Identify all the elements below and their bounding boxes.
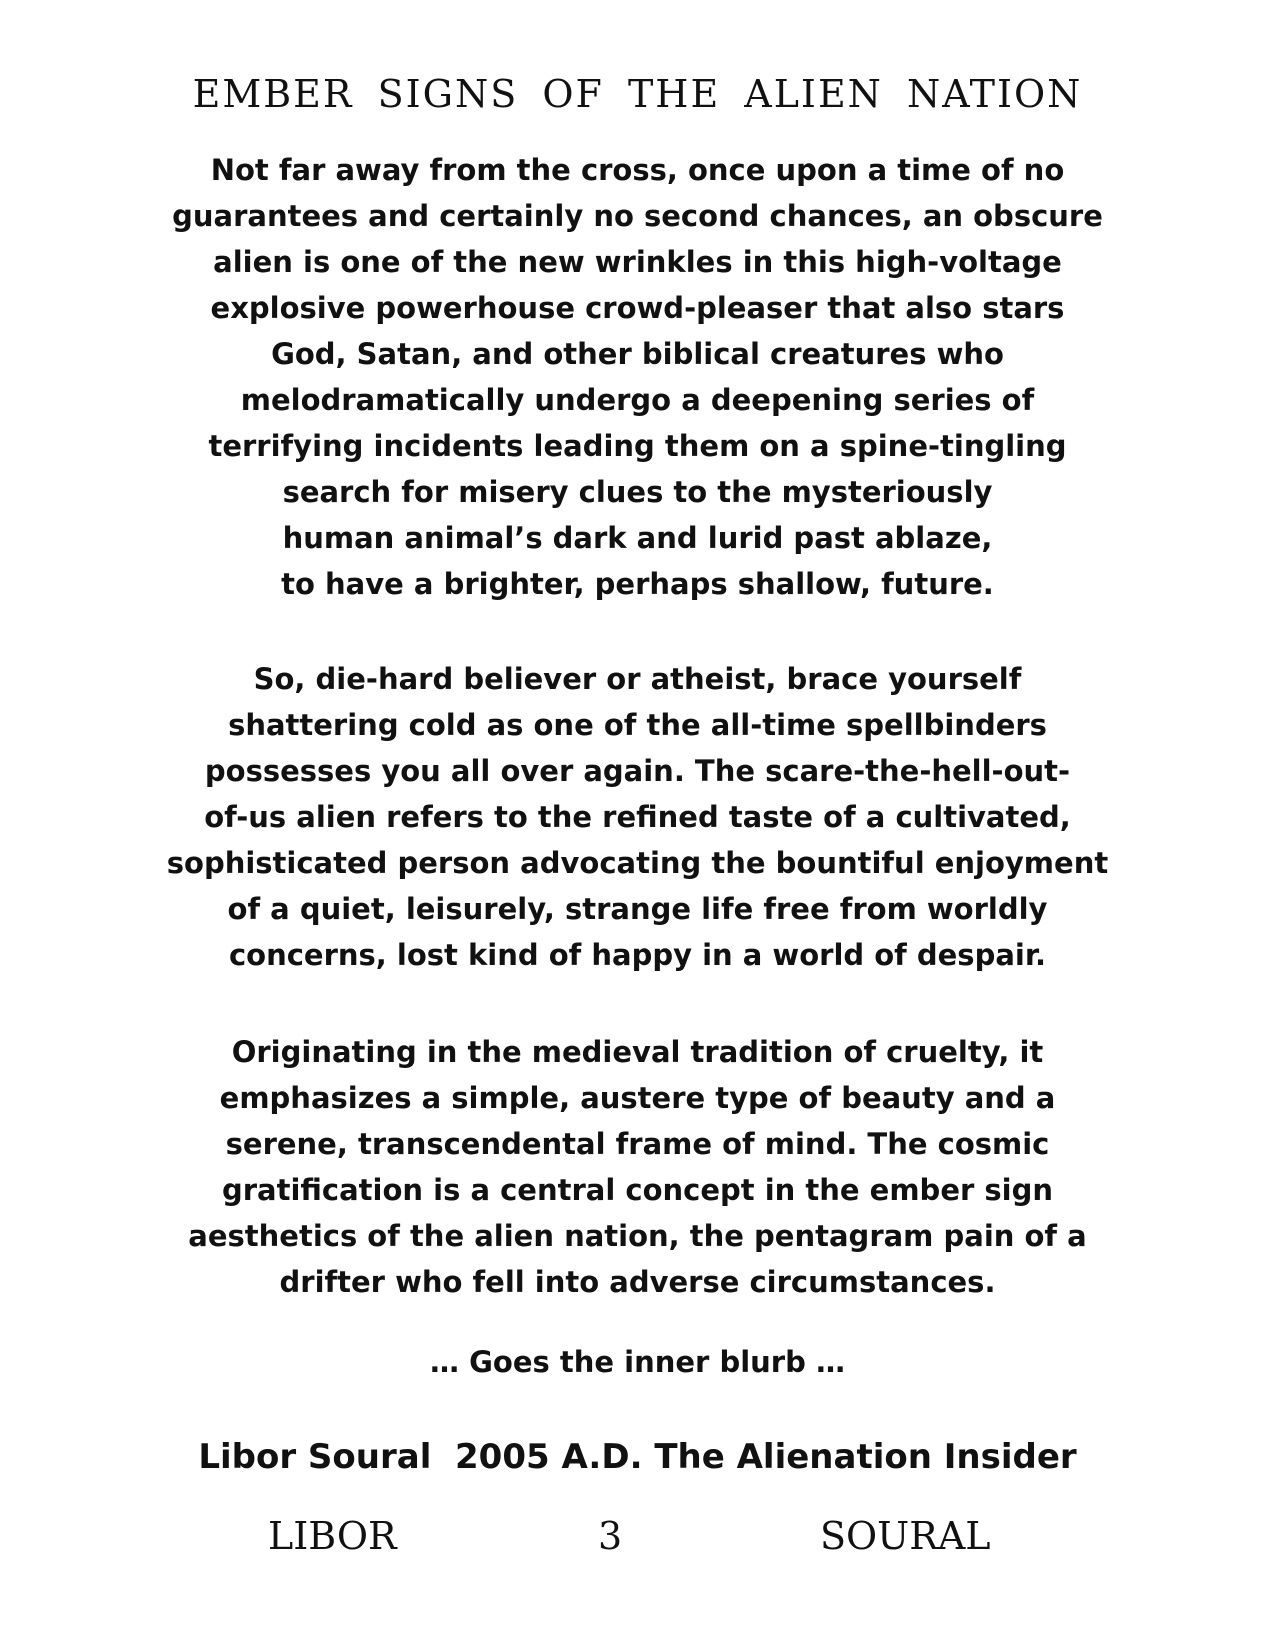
- text-line: terrifying incidents leading them on a spine-tingling: [208, 429, 1067, 463]
- text-line: Not far away from the cross, once upon a time of no: [210, 153, 1065, 187]
- inner-blurb-note: … Goes the inner blurb …: [430, 1345, 845, 1379]
- page-title: EMBER SIGNS OF THE ALIEN NATION: [192, 72, 1083, 116]
- paragraph-3: [150, 1029, 1125, 1305]
- footer-author-first: LIBOR: [268, 1514, 397, 1558]
- text-line: of a quiet, leisurely, strange life free from worldly: [227, 892, 1048, 926]
- text-line: gratification is a central concept in the ember sign: [221, 1173, 1053, 1207]
- text-line: guarantees and certainly no second chances, an obscure: [172, 199, 1103, 233]
- text-line: aesthetics of the alien nation, the pentagram pain of a: [188, 1219, 1087, 1253]
- text-line: emphasizes a simple, austere type of beauty and a: [219, 1081, 1056, 1115]
- text-line: drifter who fell into adverse circumstances.: [279, 1265, 996, 1299]
- text-line: possesses you all over again. The scare-the-hell-out-: [204, 754, 1071, 788]
- text-line: to have a brighter, perhaps shallow, future.: [281, 567, 994, 601]
- text-line: So, die-hard believer or atheist, brace yourself: [253, 662, 1022, 696]
- text-line: sophisticated person advocating the bountiful enjoyment: [166, 846, 1109, 880]
- text-line: God, Satan, and other biblical creatures who: [271, 337, 1004, 371]
- paragraph-1: [150, 147, 1125, 607]
- text-line: explosive powerhouse crowd-pleaser that also stars: [210, 291, 1065, 325]
- author-signature: Libor Soural 2005 A.D. The Alienation Insider: [198, 1437, 1077, 1477]
- text-line: human animal’s dark and lurid past ablaze,: [282, 521, 993, 555]
- text-line: concerns, lost kind of happy in a world of despair.: [228, 938, 1047, 972]
- text-line: Originating in the medieval tradition of cruelty, it: [231, 1035, 1044, 1069]
- footer-author-last: SOURAL: [820, 1514, 991, 1558]
- text-line: search for misery clues to the mysteriously: [282, 475, 993, 509]
- text-line: of-us alien refers to the refined taste of a cultivated,: [204, 800, 1071, 834]
- text-line: alien is one of the new wrinkles in this high-voltage: [213, 245, 1062, 279]
- paragraph-2: [150, 656, 1125, 978]
- page-number: 3: [598, 1514, 623, 1558]
- text-line: serene, transcendental frame of mind. The cosmic: [225, 1127, 1050, 1161]
- page-footer: [0, 1514, 1275, 1564]
- text-line: melodramatically undergo a deepening series of: [240, 383, 1035, 417]
- text-line: shattering cold as one of the all-time spellbinders: [228, 708, 1047, 742]
